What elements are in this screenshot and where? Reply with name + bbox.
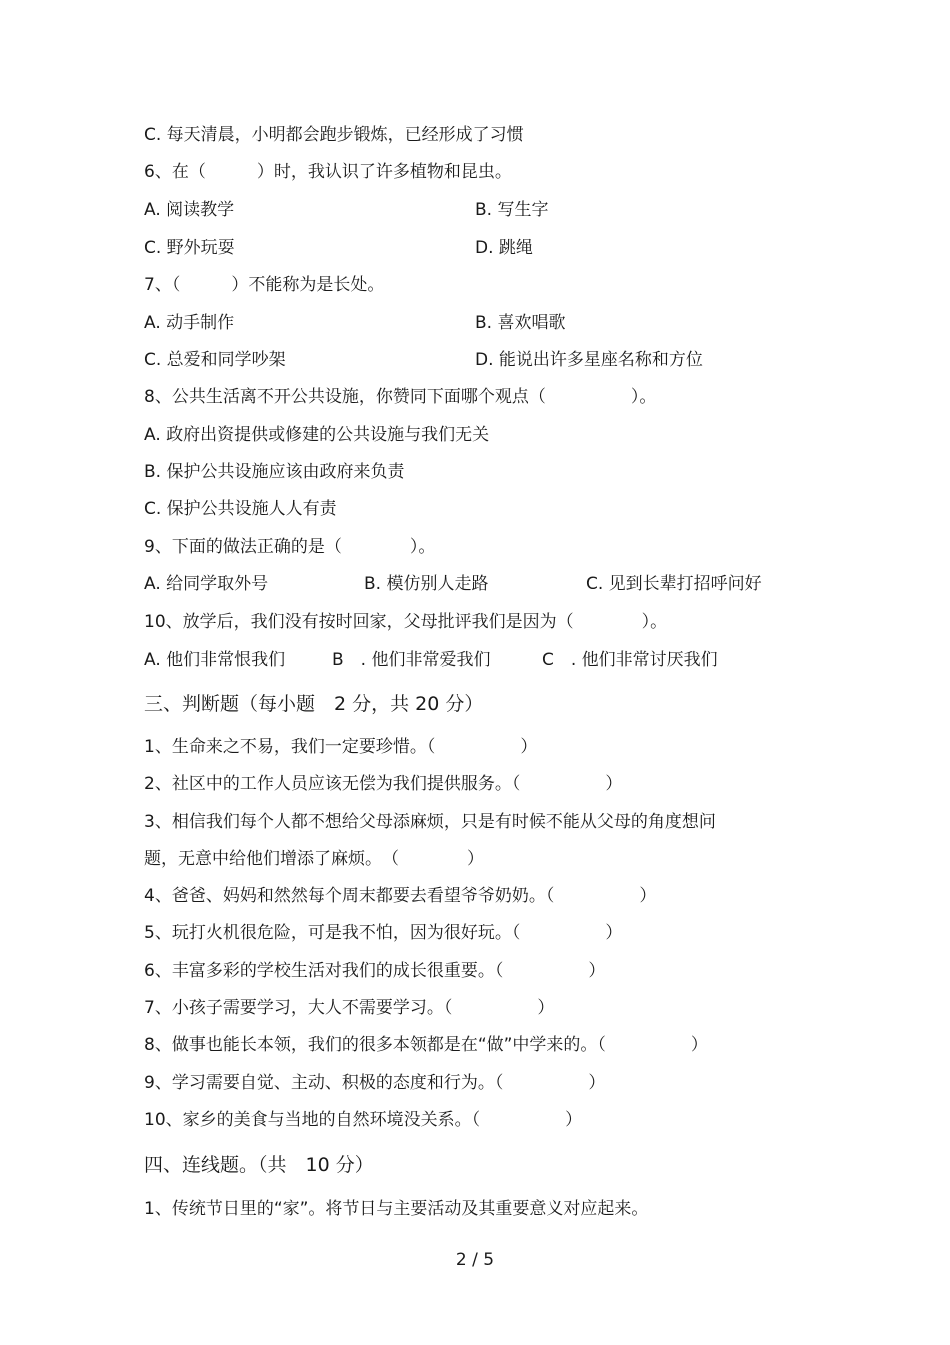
judgment-item-1: 1、生命来之不易，我们一定要珍惜。（ ） <box>144 737 538 757</box>
q9-option-b: B. 模仿别人走路 <box>364 574 489 594</box>
judgment-item-3: 3、相信我们每个人都不想给父母添麻烦，只是有时候不能从父母的角度想问 <box>144 812 716 832</box>
q10-options-row <box>144 649 844 671</box>
page-number: 2 / 5 <box>455 1250 495 1270</box>
section-4-title: 四、连线题。（共 10 分） <box>144 1154 374 1176</box>
q6-options-row-1 <box>144 199 844 221</box>
question-8: 8、公共生活离不开公共设施，你赞同下面哪个观点（ ）。 <box>144 387 657 407</box>
question-10: 10、放学后，我们没有按时回家，父母批评我们是因为（ ）。 <box>144 612 668 632</box>
q10-option-a: A. 他们非常恨我们 <box>144 650 286 670</box>
q8-option-a: A. 政府出资提供或修建的公共设施与我们无关 <box>144 425 490 445</box>
q10-option-c: C . 他们非常讨厌我们 <box>542 650 718 670</box>
question-7: 7、（ ）不能称为是长处。 <box>144 275 385 295</box>
matching-item-1: 1、传统节日里的“家”。将节日与主要活动及其重要意义对应起来。 <box>144 1199 649 1219</box>
question-6: 6、在（ ）时，我认识了许多植物和昆虫。 <box>144 162 512 182</box>
q9-option-a: A. 给同学取外号 <box>144 574 269 594</box>
q7-option-c: C. 总爱和同学吵架 <box>144 350 286 370</box>
q5-option-c: C. 每天清晨，小明都会跑步锻炼，已经形成了习惯 <box>144 125 524 145</box>
judgment-item-10: 10、家乡的美食与当地的自然环境没关系。（ ） <box>144 1110 583 1130</box>
q6-option-b: B. 写生字 <box>475 200 549 220</box>
q6-options-row-2 <box>144 237 844 259</box>
judgment-item-2: 2、社区中的工作人员应该无偿为我们提供服务。（ ） <box>144 774 623 794</box>
question-9: 9、下面的做法正确的是（ ）。 <box>144 537 436 557</box>
section-3-title: 三、判断题（每小题 2 分，共 20 分） <box>144 693 484 715</box>
judgment-item-5: 5、玩打火机很危险，可是我不怕，因为很好玩。（ ） <box>144 923 623 943</box>
judgment-item-4: 4、爸爸、妈妈和然然每个周末都要去看望爷爷奶奶。（ ） <box>144 886 657 906</box>
q8-option-b: B. 保护公共设施应该由政府来负责 <box>144 462 405 482</box>
q7-options-row-2 <box>144 349 844 371</box>
q9-options-row <box>144 573 844 595</box>
q6-option-d: D. 跳绳 <box>475 238 533 258</box>
q7-option-b: B. 喜欢唱歌 <box>475 313 566 333</box>
judgment-item-9: 9、学习需要自觉、主动、积极的态度和行为。（ ） <box>144 1073 606 1093</box>
q7-options-row-1 <box>144 312 844 334</box>
q10-option-b: B . 他们非常爱我们 <box>332 650 491 670</box>
judgment-item-3-cont: 题，无意中给他们增添了麻烦。 （ ） <box>144 849 484 869</box>
q7-option-d: D. 能说出许多星座名称和方位 <box>475 350 703 370</box>
q7-option-a: A. 动手制作 <box>144 313 235 333</box>
q6-option-c: C. 野外玩耍 <box>144 238 235 258</box>
q8-option-c: C. 保护公共设施人人有责 <box>144 499 337 519</box>
judgment-item-7: 7、小孩子需要学习，大人不需要学习。（ ） <box>144 998 555 1018</box>
q6-option-a: A. 阅读教学 <box>144 200 235 220</box>
q9-option-c: C. 见到长辈打招呼问好 <box>586 574 762 594</box>
judgment-item-8: 8、做事也能长本领，我们的很多本领都是在“做”中学来的。（ ） <box>144 1035 708 1055</box>
judgment-item-6: 6、丰富多彩的学校生活对我们的成长很重要。（ ） <box>144 961 606 981</box>
